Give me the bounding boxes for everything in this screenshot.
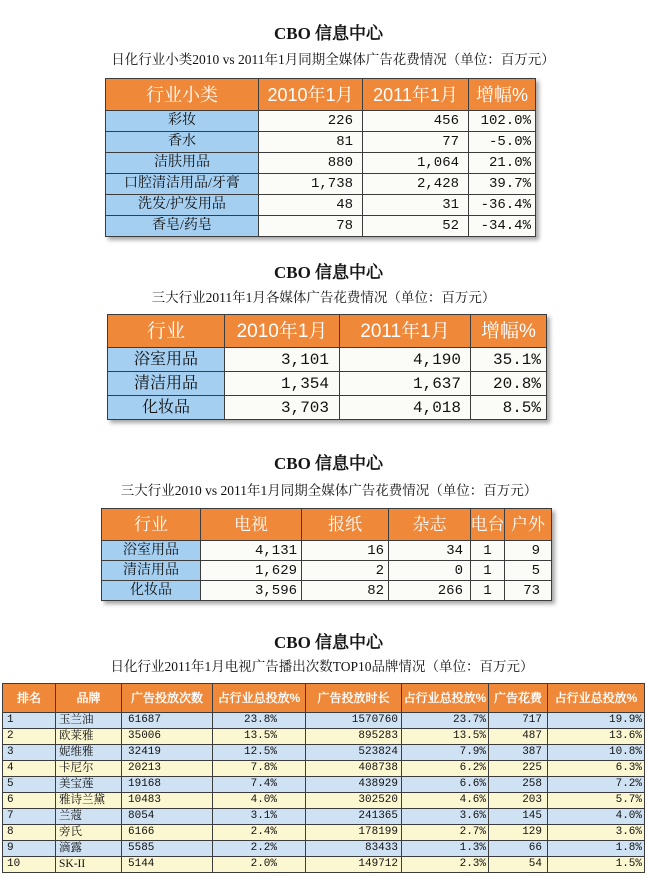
value-2011-cell: 31 — [363, 195, 468, 215]
subcategory-spend-table — [105, 78, 536, 237]
ad-count-cell: 35006 — [122, 729, 212, 744]
ad-spend-share-cell: 5.7% — [548, 793, 644, 808]
ad-duration-cell: 302520 — [306, 793, 401, 808]
ad-spend-cell: 145 — [489, 809, 547, 824]
magazine-cell: 266 — [389, 581, 470, 600]
radio-cell: 1 — [471, 561, 504, 580]
value-2010-cell: 48 — [259, 195, 362, 215]
section-title: CBO 信息中心 — [273, 24, 384, 43]
growth-cell: -34.4% — [469, 216, 535, 236]
column-header: 电视 — [201, 509, 301, 540]
column-header: 2011年1月 — [340, 315, 470, 347]
ad-spend-cell: 717 — [489, 713, 547, 728]
ad-duration-cell: 408738 — [306, 761, 401, 776]
category-cell: 香皂/药皂 — [106, 216, 258, 236]
column-header: 增幅% — [469, 79, 535, 110]
section-subtitle: 日化行业2011年1月电视广告播出次数TOP10品牌情况（单位：百万元） — [110, 659, 534, 674]
ad-count-share-cell: 12.5% — [213, 745, 305, 760]
value-2010-cell: 1,354 — [225, 372, 339, 395]
rank-cell: 7 — [3, 809, 55, 824]
column-header: 广告投放次数 — [122, 684, 212, 712]
brand-cell: 兰蔻 — [56, 809, 121, 824]
ad-spend-share-cell: 1.5% — [548, 857, 644, 872]
magazine-cell: 34 — [389, 541, 470, 560]
ad-count-share-cell: 2.2% — [213, 841, 305, 856]
value-2010-cell: 3,101 — [225, 348, 339, 371]
growth-cell: 102.0% — [469, 111, 535, 131]
rank-cell: 8 — [3, 825, 55, 840]
column-header: 占行业总投放% — [402, 684, 488, 712]
brand-cell: 卡尼尔 — [56, 761, 121, 776]
ad-count-cell: 6166 — [122, 825, 212, 840]
radio-cell: 1 — [471, 541, 504, 560]
ad-spend-share-cell: 10.8% — [548, 745, 644, 760]
section-subtitle: 三大行业2010 vs 2011年1月同期全媒体广告花费情况（单位：百万元） — [120, 483, 538, 498]
value-2010-cell: 1,738 — [259, 174, 362, 194]
ad-spend-share-cell: 7.2% — [548, 777, 644, 792]
rank-cell: 3 — [3, 745, 55, 760]
growth-cell: -5.0% — [469, 132, 535, 152]
rank-cell: 6 — [3, 793, 55, 808]
ad-spend-cell: 487 — [489, 729, 547, 744]
ad-duration-share-cell: 1.3% — [402, 841, 488, 856]
value-2010-cell: 81 — [259, 132, 362, 152]
newspaper-cell: 82 — [302, 581, 388, 600]
ad-duration-share-cell: 4.6% — [402, 793, 488, 808]
ad-duration-share-cell: 23.7% — [402, 713, 488, 728]
radio-cell: 1 — [471, 581, 504, 600]
column-header: 2010年1月 — [259, 79, 362, 110]
ad-duration-cell: 178199 — [306, 825, 401, 840]
rank-cell: 5 — [3, 777, 55, 792]
ad-count-cell: 5585 — [122, 841, 212, 856]
ad-spend-cell: 54 — [489, 857, 547, 872]
column-header: 2011年1月 — [363, 79, 468, 110]
column-header: 电台 — [471, 509, 504, 540]
column-header: 广告花费 — [489, 684, 547, 712]
ad-duration-share-cell: 2.7% — [402, 825, 488, 840]
rank-cell: 9 — [3, 841, 55, 856]
column-header: 品牌 — [56, 684, 121, 712]
value-2011-cell: 1,064 — [363, 153, 468, 173]
ad-spend-share-cell: 19.9% — [548, 713, 644, 728]
column-header: 报纸 — [302, 509, 388, 540]
ad-spend-share-cell: 13.6% — [548, 729, 644, 744]
outdoor-cell: 9 — [505, 541, 551, 560]
ad-count-share-cell: 7.8% — [213, 761, 305, 776]
value-2011-cell: 2,428 — [363, 174, 468, 194]
media-breakdown-table — [101, 508, 552, 601]
value-2010-cell: 880 — [259, 153, 362, 173]
ad-duration-share-cell: 13.5% — [402, 729, 488, 744]
outdoor-cell: 73 — [505, 581, 551, 600]
industry-cell: 浴室用品 — [108, 348, 224, 371]
brand-cell: 玉兰油 — [56, 713, 121, 728]
ad-count-cell: 5144 — [122, 857, 212, 872]
industry-spend-table — [107, 314, 547, 420]
rank-cell: 10 — [3, 857, 55, 872]
brand-cell: 雅诗兰黛 — [56, 793, 121, 808]
magazine-cell: 0 — [389, 561, 470, 580]
ad-spend-share-cell: 6.3% — [548, 761, 644, 776]
ad-duration-share-cell: 6.6% — [402, 777, 488, 792]
section-title: CBO 信息中心 — [273, 454, 384, 473]
value-2011-cell: 1,637 — [340, 372, 470, 395]
ad-spend-cell: 258 — [489, 777, 547, 792]
ad-spend-cell: 387 — [489, 745, 547, 760]
newspaper-cell: 16 — [302, 541, 388, 560]
industry-cell: 清洁用品 — [102, 561, 200, 580]
ad-count-share-cell: 7.4% — [213, 777, 305, 792]
category-cell: 洗发/护发用品 — [106, 195, 258, 215]
ad-count-share-cell: 2.0% — [213, 857, 305, 872]
value-2010-cell: 78 — [259, 216, 362, 236]
top10-brands-table — [2, 683, 645, 873]
ad-duration-cell: 1570760 — [306, 713, 401, 728]
ad-duration-share-cell: 7.9% — [402, 745, 488, 760]
ad-spend-cell: 129 — [489, 825, 547, 840]
industry-cell: 清洁用品 — [108, 372, 224, 395]
column-header: 排名 — [3, 684, 55, 712]
ad-count-cell: 19168 — [122, 777, 212, 792]
ad-duration-cell: 895283 — [306, 729, 401, 744]
brand-cell: 美宝莲 — [56, 777, 121, 792]
industry-cell: 化妆品 — [102, 581, 200, 600]
ad-count-cell: 32419 — [122, 745, 212, 760]
ad-duration-share-cell: 6.2% — [402, 761, 488, 776]
ad-duration-cell: 83433 — [306, 841, 401, 856]
ad-duration-share-cell: 2.3% — [402, 857, 488, 872]
column-header: 杂志 — [389, 509, 470, 540]
ad-count-share-cell: 13.5% — [213, 729, 305, 744]
column-header: 行业 — [108, 315, 224, 347]
tv-cell: 3,596 — [201, 581, 301, 600]
ad-spend-cell: 66 — [489, 841, 547, 856]
value-2011-cell: 4,190 — [340, 348, 470, 371]
column-header: 2010年1月 — [225, 315, 339, 347]
growth-cell: 35.1% — [471, 348, 546, 371]
rank-cell: 1 — [3, 713, 55, 728]
column-header: 广告投放时长 — [306, 684, 401, 712]
ad-count-cell: 8054 — [122, 809, 212, 824]
ad-spend-share-cell: 3.6% — [548, 825, 644, 840]
ad-count-share-cell: 3.1% — [213, 809, 305, 824]
value-2011-cell: 77 — [363, 132, 468, 152]
industry-cell: 化妆品 — [108, 396, 224, 419]
column-header: 占行业总投放% — [548, 684, 644, 712]
ad-count-share-cell: 4.0% — [213, 793, 305, 808]
value-2011-cell: 456 — [363, 111, 468, 131]
category-cell: 口腔清洁用品/牙膏 — [106, 174, 258, 194]
rank-cell: 2 — [3, 729, 55, 744]
ad-count-share-cell: 23.8% — [213, 713, 305, 728]
value-2011-cell: 52 — [363, 216, 468, 236]
growth-cell: 21.0% — [469, 153, 535, 173]
column-header: 行业小类 — [106, 79, 258, 110]
column-header: 增幅% — [471, 315, 546, 347]
section-title: CBO 信息中心 — [273, 633, 384, 652]
value-2010-cell: 3,703 — [225, 396, 339, 419]
brand-cell: 妮维雅 — [56, 745, 121, 760]
value-2011-cell: 4,018 — [340, 396, 470, 419]
brand-cell: SK-II — [56, 857, 121, 872]
ad-count-cell: 20213 — [122, 761, 212, 776]
newspaper-cell: 2 — [302, 561, 388, 580]
ad-spend-cell: 225 — [489, 761, 547, 776]
growth-cell: 8.5% — [471, 396, 546, 419]
value-2010-cell: 226 — [259, 111, 362, 131]
rank-cell: 4 — [3, 761, 55, 776]
brand-cell: 欧莱雅 — [56, 729, 121, 744]
ad-duration-cell: 149712 — [306, 857, 401, 872]
ad-count-share-cell: 2.4% — [213, 825, 305, 840]
category-cell: 香水 — [106, 132, 258, 152]
ad-spend-share-cell: 1.8% — [548, 841, 644, 856]
ad-spend-share-cell: 4.0% — [548, 809, 644, 824]
ad-count-cell: 61687 — [122, 713, 212, 728]
category-cell: 彩妆 — [106, 111, 258, 131]
section-subtitle: 三大行业2011年1月各媒体广告花费情况（单位：百万元） — [151, 290, 496, 305]
growth-cell: 39.7% — [469, 174, 535, 194]
industry-cell: 浴室用品 — [102, 541, 200, 560]
section-subtitle: 日化行业小类2010 vs 2011年1月同期全媒体广告花费情况（单位：百万元） — [111, 52, 555, 67]
ad-count-cell: 10483 — [122, 793, 212, 808]
column-header: 行业 — [102, 509, 200, 540]
tv-cell: 4,131 — [201, 541, 301, 560]
brand-cell: 滴露 — [56, 841, 121, 856]
growth-cell: 20.8% — [471, 372, 546, 395]
ad-duration-cell: 241365 — [306, 809, 401, 824]
column-header: 占行业总投放% — [213, 684, 305, 712]
tv-cell: 1,629 — [201, 561, 301, 580]
column-header: 户外 — [505, 509, 551, 540]
ad-duration-cell: 438929 — [306, 777, 401, 792]
outdoor-cell: 5 — [505, 561, 551, 580]
ad-duration-cell: 523824 — [306, 745, 401, 760]
ad-duration-share-cell: 3.6% — [402, 809, 488, 824]
category-cell: 洁肤用品 — [106, 153, 258, 173]
growth-cell: -36.4% — [469, 195, 535, 215]
brand-cell: 旁氏 — [56, 825, 121, 840]
section-title: CBO 信息中心 — [273, 263, 384, 282]
ad-spend-cell: 203 — [489, 793, 547, 808]
